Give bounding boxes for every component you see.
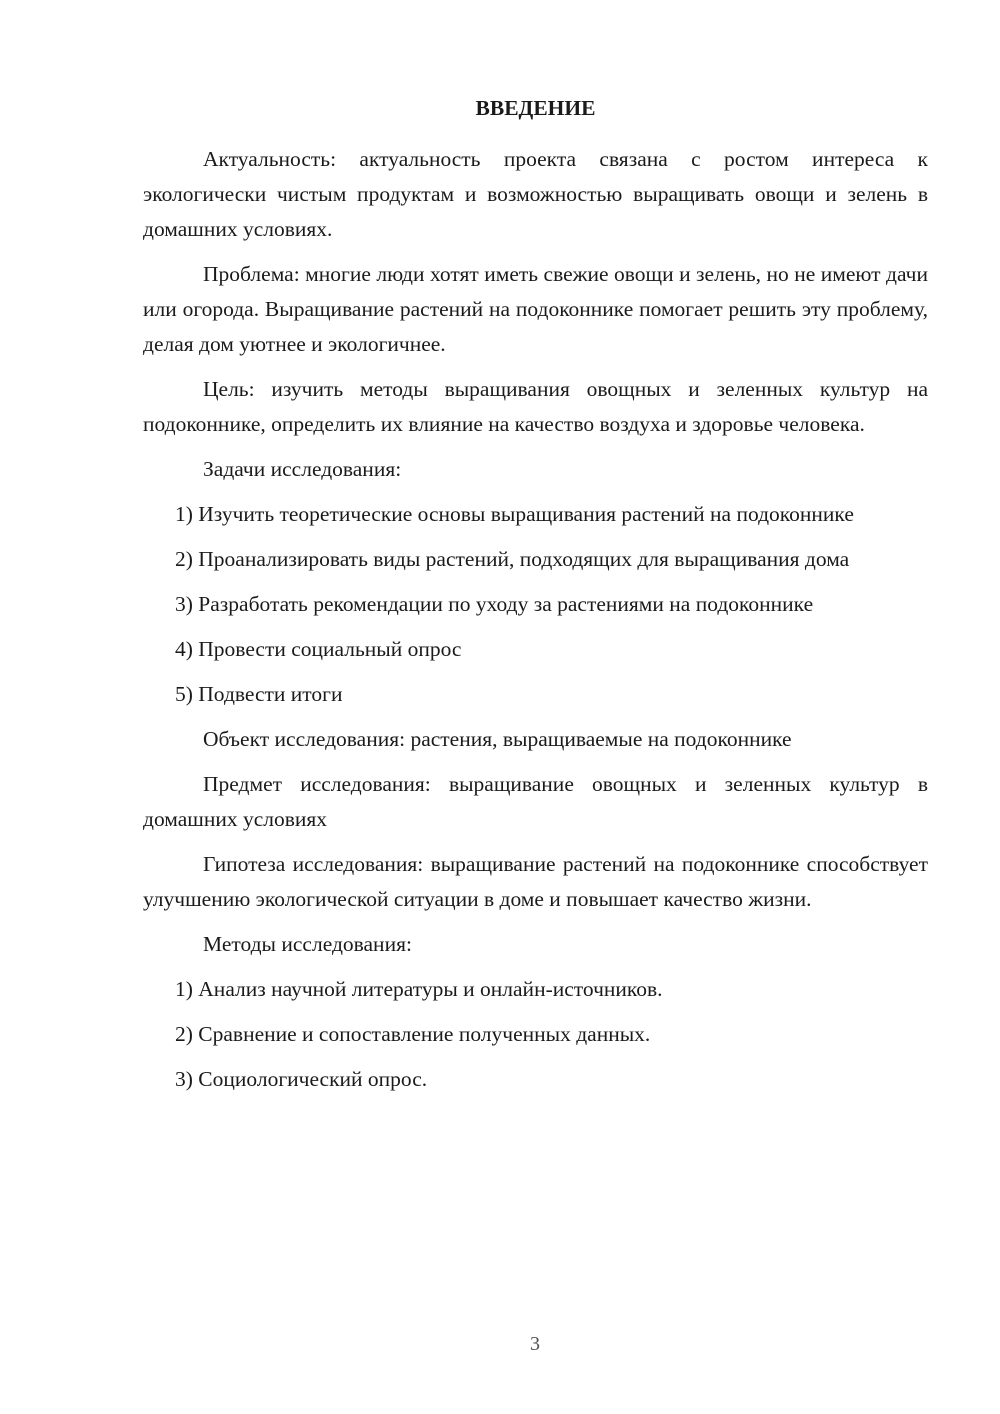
method-item: 2) Сравнение и сопоставление полученных данных.	[175, 1022, 651, 1046]
task-item: 4) Провести социальный опрос	[175, 637, 462, 661]
hypothesis-paragraph: Гипотеза исследования: выращивание растений на подоконнике способствует улучшению экологической ситуации в доме и повышает качество жизни.	[143, 852, 928, 911]
page-title: ВВЕДЕНИЕ	[475, 96, 596, 120]
task-item: 2) Проанализировать виды растений, подходящих для выращивания дома	[175, 547, 850, 571]
task-item: 1) Изучить теоретические основы выращивания растений на подоконнике	[175, 502, 854, 526]
method-item: 1) Анализ научной литературы и онлайн-источников.	[175, 977, 663, 1001]
subject-paragraph: Предмет исследования: выращивание овощных и зеленных культур в домашних условиях	[143, 772, 928, 831]
task-item: 5) Подвести итоги	[175, 682, 343, 706]
tasks-heading: Задачи исследования:	[203, 457, 402, 481]
page-number: 3	[530, 1333, 540, 1355]
object-paragraph: Объект исследования: растения, выращиваемые на подоконнике	[203, 727, 792, 751]
goal-paragraph: Цель: изучить методы выращивания овощных и зеленных культур на подоконнике, определить их влияние на качество воздуха и здоровье человека.	[143, 377, 928, 436]
problem-paragraph: Проблема: многие люди хотят иметь свежие овощи и зелень, но не имеют дачи или огорода. Выращивание растений на подоконнике помогает решить эту проблему, делая дом уютнее и экологичнее.	[143, 262, 928, 356]
methods-heading: Методы исследования:	[203, 932, 412, 956]
document-body	[143, 94, 928, 1107]
task-item: 3) Разработать рекомендации по уходу за растениями на подоконнике	[175, 592, 814, 616]
method-item: 3) Социологический опрос.	[175, 1067, 428, 1091]
relevance-paragraph: Актуальность: актуальность проекта связана с ростом интереса к экологически чистым продуктам и возможностью выращивать овощи и зелень в домашних условиях.	[143, 147, 928, 241]
